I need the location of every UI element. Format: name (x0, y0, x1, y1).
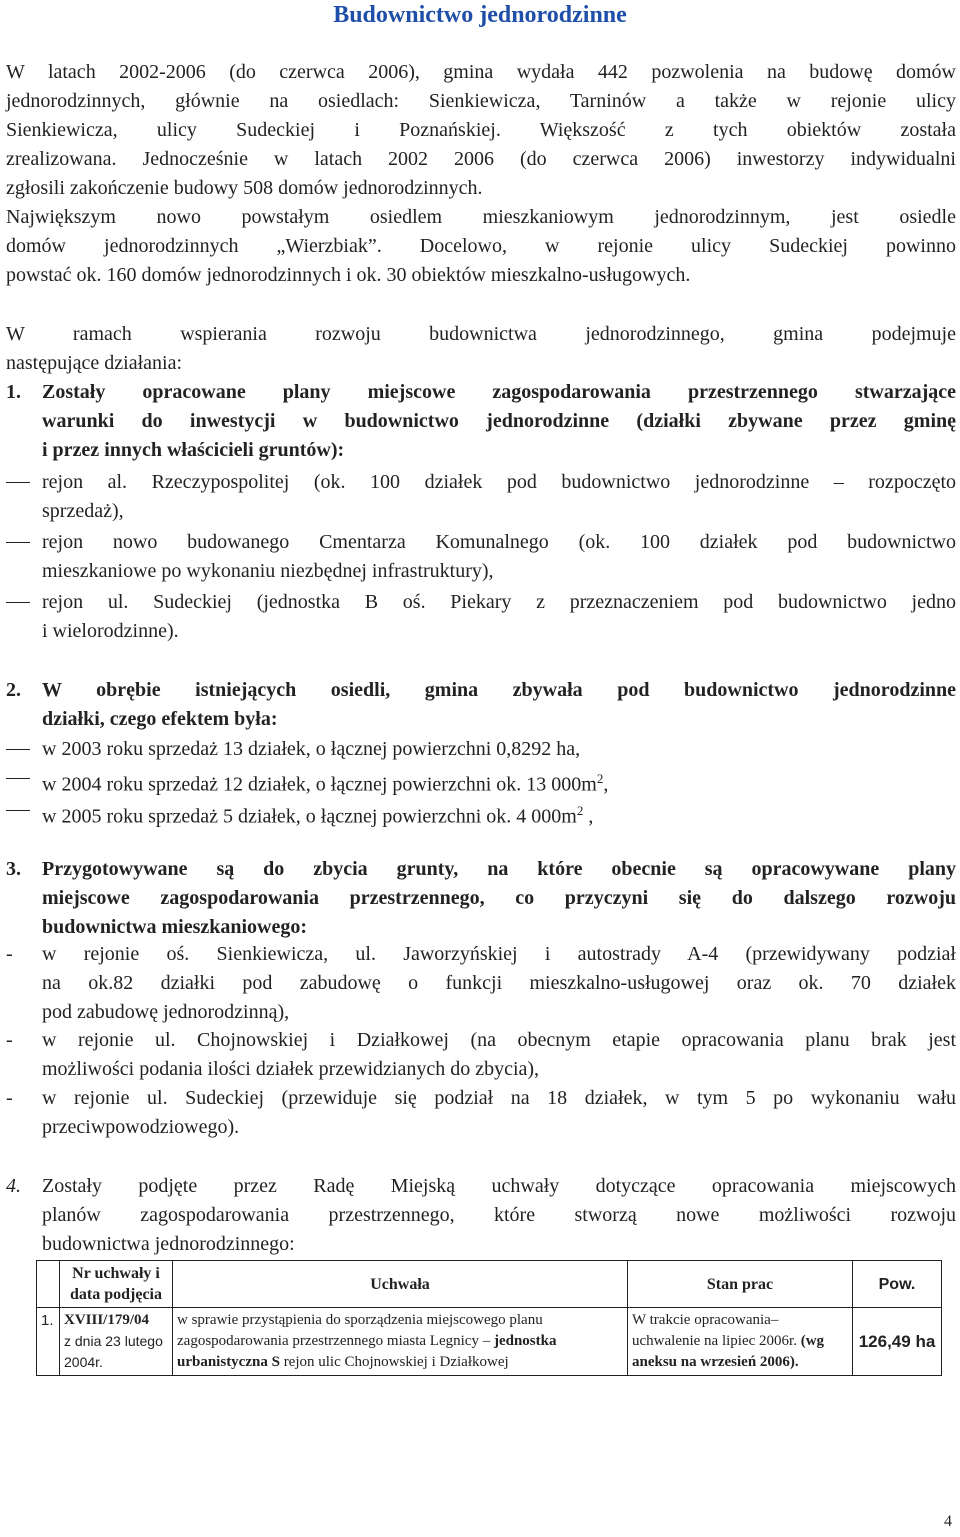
text-tail: , (583, 805, 594, 828)
text-line: Sienkiewicza, ulicy Sudeckiej i Poznańskiej. Większość z tych obiektów została (6, 119, 956, 141)
text-line: Zostały opracowane plany miejscowe zagospodarowania przestrzennego stwarzające (42, 381, 956, 403)
text-tail: , (603, 773, 609, 796)
resolution-area: rejon ulic Chojnowskiej i Działkowej (283, 1354, 509, 1370)
text-line: miejscowe zagospodarowania przestrzennego, co przyczyni się do dalszego rozwoju (42, 887, 956, 909)
text-line: działki, czego efektem była: (42, 708, 278, 730)
row-pow: 126,49 ha (853, 1308, 942, 1376)
text-line: i przez innych właścicieli gruntów): (42, 439, 345, 461)
intro-paragraph (6, 58, 956, 290)
hyphen-bullet: - (6, 1029, 13, 1051)
text-line: W obrębie istniejących osiedli, gmina zbywała pod budownictwo jednorodzinne (42, 679, 956, 701)
text-line: Zostały podjęte przez Radę Miejską uchwały dotyczące opracowania miejscowych (42, 1175, 956, 1197)
section-2-number: 2. (6, 679, 21, 701)
row-stan (628, 1308, 853, 1376)
text-line: możliwości podania ilości działek przewidzianych do zbycia), (42, 1058, 540, 1080)
status-note: (wg aneksu na wrzesień 2006). (632, 1333, 825, 1370)
text-line: zrealizowana. Jednocześnie w latach 2002 2006 (do czerwca 2006) inwestorzy indywidualni (6, 148, 956, 170)
text-line: Przygotowywane są do zbycia grunty, na które obecnie są opracowywane plany (42, 858, 956, 880)
text-line: w 2005 roku sprzedaż 5 działek, o łącznej powierzchni ok. 4 000m (42, 805, 577, 828)
list-item (42, 528, 956, 586)
text-line: w 2003 roku sprzedaż 13 działek, o łącznej powierzchni 0,8292 ha, (42, 738, 581, 760)
text-line: następujące działania: (6, 352, 183, 374)
dash-bullet (6, 528, 34, 557)
hyphen-bullet: - (6, 1087, 13, 1109)
table-row (37, 1308, 942, 1376)
header-stan: Stan prac (628, 1261, 853, 1308)
dash-bullet (6, 468, 34, 497)
text-line: rejon ul. Sudeckiej (jednostka B oś. Piekary z przeznaczeniem pod budownictwo jedno (42, 591, 956, 613)
text-line: rejon nowo budowanego Cmentarza Komunalnego (ok. 100 działek pod budownictwo (42, 531, 956, 553)
section-2-heading (42, 676, 956, 734)
dash-bullet (6, 588, 34, 617)
resolution-subject: w sprawie przystąpienia do sporządzenia miejscowego planu zagospodarowania przestrzennego miasta Legnicy – (177, 1312, 543, 1349)
header-pow: Pow. (853, 1261, 942, 1308)
section-1-number: 1. (6, 381, 21, 403)
status-text: W trakcie opracowania– uchwalenie na lipiec 2006r. (632, 1312, 797, 1349)
resolution-number: XVIII/179/04 (64, 1312, 150, 1328)
text-line: w 2004 roku sprzedaż 12 działek, o łącznej powierzchni ok. 13 000m (42, 773, 597, 796)
text-line: na ok.82 działki pod zabudowę o funkcji mieszkalno-usługowej oraz ok. 70 działek (42, 972, 956, 994)
page-number: 4 (944, 1513, 952, 1530)
page-title: Budownictwo jednorodzinne (333, 2, 627, 28)
row-uchwala (173, 1308, 628, 1376)
header-uchwala: Uchwała (173, 1261, 628, 1308)
text-line: jednorodzinnych, głównie na osiedlach: Sienkiewicza, Tarninów a także w rejonie ulicy (6, 90, 956, 112)
text-line: warunki do inwestycji w budownictwo jednorodzinne (działki zbywane przez gminę (42, 410, 956, 432)
text-line: sprzedaż), (42, 500, 124, 522)
row-nr (60, 1308, 173, 1376)
table-cell (37, 1261, 60, 1308)
dash-bullet (6, 764, 34, 793)
text-line: budownictwa mieszkaniowego: (42, 916, 308, 938)
list-item (42, 468, 956, 526)
text-line: budownictwa jednorodzinnego: (42, 1233, 295, 1255)
list-item (42, 940, 956, 1027)
header-nr: Nr uchwały i data podjęcia (60, 1261, 173, 1308)
section-3-heading (42, 855, 956, 942)
text-line: mieszkaniowe po wykonaniu niezbędnej infrastruktury), (42, 560, 494, 582)
text-line: Największym nowo powstałym osiedlem mieszkaniowym jednorodzinnym, jest osiedle (6, 206, 956, 228)
text-line: planów zagospodarowania przestrzennego, które stworzą nowe możliwości rozwoju (42, 1204, 956, 1226)
dash-bullet (6, 735, 34, 764)
list-item (42, 1026, 956, 1084)
text-line: w rejonie ul. Chojnowskiej i Działkowej (na obecnym etapie opracowania planu brak jest (42, 1029, 956, 1051)
section-3-number: 3. (6, 858, 21, 880)
text-line: pod zabudowę jednorodzinną), (42, 1001, 290, 1023)
list-item (42, 588, 956, 646)
text-line: domów jednorodzinnych „Wierzbiak”. Docelowo, w rejonie ulicy Sudeckiej powinno (6, 235, 956, 257)
resolution-unit: jednostka urbanistyczna S (177, 1333, 557, 1370)
superscript: 2 (596, 771, 604, 786)
text-line: powstać ok. 160 domów jednorodzinnych i ok. 30 obiektów mieszkalno-usługowych. (6, 264, 691, 286)
text-line: zgłosili zakończenie budowy 508 domów jednorodzinnych. (6, 177, 483, 199)
text-line: W ramach wspierania rozwoju budownictwa jednorodzinnego, gmina podejmuje (6, 323, 956, 345)
text-line: rejon al. Rzeczypospolitej (ok. 100 działek pod budownictwo jednorodzinne – rozpoczęto (42, 471, 956, 493)
section-1-heading (42, 378, 956, 465)
text-line: w rejonie oś. Sienkiewicza, ul. Jaworzyńskiej i autostrady A-4 (przewidywany podział (42, 943, 956, 965)
table-header-row (37, 1261, 942, 1308)
text-line: i wielorodzinne). (42, 620, 179, 642)
section-4-number: 4. (6, 1175, 21, 1197)
text-line: przeciwpowodziowego). (42, 1116, 240, 1138)
list-item (42, 796, 956, 832)
superscript: 2 (576, 803, 584, 818)
hyphen-bullet: - (6, 943, 13, 965)
resolutions-table (36, 1260, 942, 1376)
row-lp: 1. (37, 1308, 60, 1376)
text-line: W latach 2002-2006 (do czerwca 2006), gmina wydała 442 pozwolenia na budowę domów (6, 61, 956, 83)
list-item (42, 1084, 956, 1142)
section-4-heading (42, 1172, 956, 1259)
actions-intro-paragraph (6, 320, 956, 378)
resolution-date: z dnia 23 lutego 2004r. (64, 1333, 163, 1370)
text-line: w rejonie ul. Sudeckiej (przewiduje się podział na 18 działek, w tym 5 po wykonaniu wału (42, 1087, 956, 1109)
list-item (42, 764, 956, 800)
list-item (42, 735, 956, 764)
dash-bullet (6, 796, 34, 825)
